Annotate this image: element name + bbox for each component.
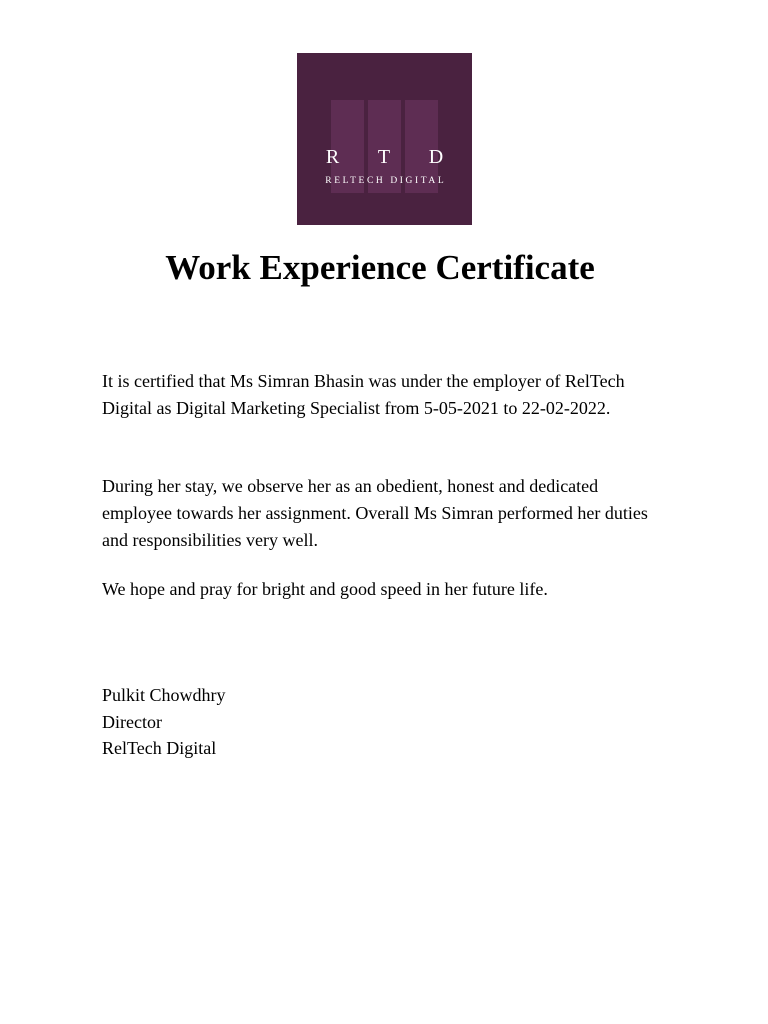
signatory-designation: Director	[102, 711, 162, 732]
certificate-paragraph-employment: It is certified that Ms Simran Bhasin was under the employer of RelTech Digital as Digital Marketing Specialist from 5-05-2021 to 22-02-2022.	[102, 371, 625, 418]
logo-company-name: RELTECH DIGITAL	[325, 176, 447, 186]
certificate-title: Work Experience Certificate	[165, 248, 595, 287]
signatory-company: RelTech Digital	[102, 738, 217, 758]
certificate-paragraph-wishes: We hope and pray for bright and good speed in her future life.	[102, 579, 548, 599]
signatory-name: Pulkit Chowdhry	[102, 685, 226, 705]
company-logo	[297, 53, 472, 225]
signature-block	[102, 682, 226, 762]
certificate-paragraph-conduct: During her stay, we observe her as an obedient, honest and dedicated employee towards her assignment. Overall Ms Simran performed her duties and responsibilities very well.	[102, 476, 648, 550]
logo-letters: R T D	[325, 146, 461, 168]
